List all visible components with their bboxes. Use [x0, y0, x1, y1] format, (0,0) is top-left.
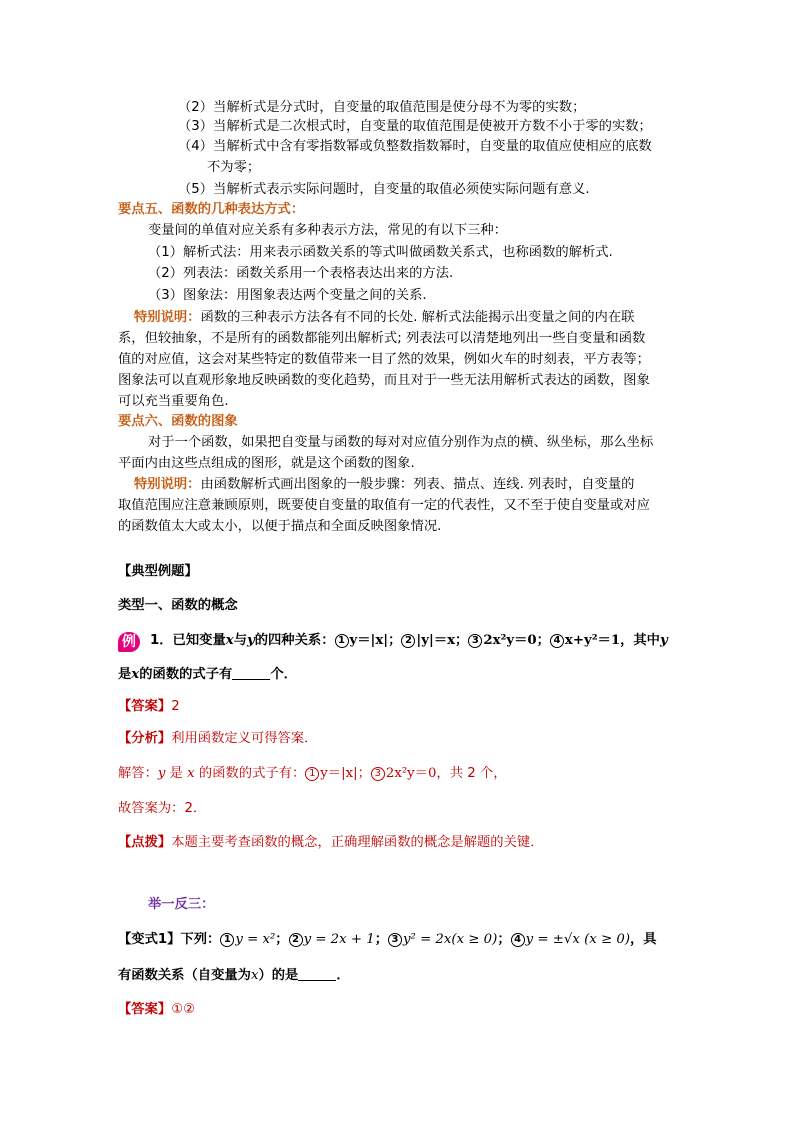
answer-value: ①② [171, 1002, 196, 1017]
section5-note-line-2: 系，但较抽象，不是所有的函数都能列出解析式; 列表法可以清楚地列出一些自变量和函数 [118, 331, 646, 346]
circled-3: 3 [388, 933, 402, 947]
section6-note-line-1 [134, 475, 634, 495]
var-y: y [659, 633, 668, 648]
tip-label: 【点拨】 [118, 835, 172, 850]
q-text: 个． [270, 667, 297, 682]
solution-text: 是 [169, 766, 183, 781]
variant-text: ）的是 [258, 968, 299, 983]
circled-3: 3 [371, 767, 385, 781]
example-badge-icon: 例 [118, 632, 140, 652]
variant-text: ，具 [630, 932, 657, 947]
q-text: ，其中 [620, 633, 660, 648]
method-table: （2）列表法：函数关系用一个表格表达出来的方法. [148, 266, 454, 281]
note-text: 由函数解析式画出图象的一般步骤：列表、描点、连线. 列表时，自变量的 [200, 477, 635, 492]
variant1-line-1: 【变式1】下列： 1 y = x²； 2 y = 2x + 1； 3 y² = 2x(x ≥ 0)； 4 y = ±√x (x ≥ 0)，具 [118, 932, 657, 947]
circled-2: 2 [401, 634, 415, 648]
range-rule-3: （3）当解析式是二次根式时，自变量的取值范围是使被开方数不小于零的实数； [178, 119, 652, 134]
example1-tip [118, 833, 544, 853]
var-x: x [225, 633, 234, 648]
section5-intro: 变量间的单值对应关系有多种表示方法，常见的有以下三种： [148, 223, 508, 238]
section6-heading: 要点六、函数的图象 [118, 414, 238, 429]
equation-2: y = 2x + 1 [303, 932, 375, 947]
example1-answer [118, 697, 180, 717]
range-rule-4-cont: 不为零； [207, 160, 261, 175]
example1-analysis [118, 729, 317, 749]
answer-label: 【答案】 [118, 699, 172, 714]
section6-intro-1: 对于一个函数，如果把自变量与函数的每对对应值分别作为点的横、纵坐标，那么坐标 [148, 435, 654, 450]
section5-heading: 要点五、函数的几种表达方式： [118, 202, 305, 217]
var-x: x [250, 968, 259, 983]
section5-note-line-5: 可以充当重要角色. [118, 394, 229, 409]
equation-3: y² = 2x(x ≥ 0) [403, 932, 498, 947]
solution-text: ，共 2 个， [436, 766, 507, 781]
answer-value: 2 [171, 699, 180, 714]
variant-text: 有函数关系（自变量为 [118, 968, 251, 983]
special-note-label: 特别说明： [134, 310, 201, 325]
section5-note-line-4: 图象法可以直观形象地反映函数的变化趋势，而且对于一些无法用解析式表达的函数，图象 [118, 373, 650, 388]
solution-text: 的函数的式子有： [198, 766, 306, 781]
tip-text: 本题主要考查函数的概念，正确理解函数的概念是解题的关键． [171, 835, 544, 850]
relation-2: |y|＝x [416, 633, 456, 648]
practice-heading: 举一反三： [148, 897, 215, 912]
solution-text: ； [357, 766, 371, 781]
answer-blank [298, 966, 336, 981]
analysis-label: 【分析】 [118, 731, 172, 746]
example1-question-line-2 [118, 665, 297, 685]
section6-note-line-3: 的函数值太大或太小，以便于描点和全面反映图象情况. [118, 519, 442, 534]
example1-solution [118, 764, 507, 784]
method-formula: （1）解析式法：用来表示函数关系的等式叫做函数关系式，也称函数的解析式. [148, 245, 613, 260]
range-rule-5: （5）当解析式表示实际问题时，自变量的取值必须使实际问题有意义. [178, 182, 590, 197]
note-text: 函数的三种表示方法各有不同的长处. 解析式法能揭示出变量之间的内在联 [200, 310, 635, 325]
q-text: 的函数的式子有 [139, 667, 233, 682]
variant1-line-2 [118, 966, 350, 986]
range-rule-4: （4）当解析式中含有零指数幂或负整数指数幂时，自变量的取值应使相应的底数 [178, 139, 652, 154]
var-x: x [187, 766, 195, 781]
variant1-answer [118, 1000, 195, 1020]
range-rule-2: （2）当解析式是分式时，自变量的取值范围是使分母不为零的实数； [178, 100, 586, 115]
var-y: y [157, 766, 166, 781]
circled-2: 2 [289, 933, 303, 947]
section5-note-line-1 [134, 308, 634, 328]
relation-3: 2x²y＝0 [483, 633, 537, 648]
answer-blank [232, 665, 270, 680]
variant-text: ． [336, 968, 350, 983]
relation-1: y＝|x| [349, 633, 389, 648]
section6-intro-2: 平面内由这些点组成的图形，就是这个函数的图象. [118, 456, 415, 471]
variant-label: 【变式1】下列： [118, 932, 221, 947]
solution-label: 解答： [118, 766, 158, 781]
q-text: 与 [233, 633, 247, 648]
q-text: 是 [118, 667, 132, 682]
circled-3: 3 [468, 634, 482, 648]
special-note-label: 特别说明： [134, 477, 201, 492]
var-y: y [246, 633, 255, 648]
section5-note-line-3: 值的对应值，这会对某些特定的数值带来一目了然的效果，例如火车的时刻表，平方表等； [118, 352, 650, 367]
equation-4: y = ±√x (x ≥ 0) [525, 932, 631, 947]
relation-4: x+y²＝1 [564, 633, 621, 648]
analysis-text: 利用函数定义可得答案． [171, 731, 318, 746]
circled-4: 4 [511, 933, 525, 947]
answer-label: 【答案】 [118, 1002, 172, 1017]
circled-1: 1 [305, 767, 319, 781]
relation-3: 2x²y＝0 [385, 766, 437, 781]
relation-1: y＝|x| [320, 766, 358, 781]
example1-question-line-1: 例 1．已知变量x与y的四种关系： 1 y＝|x|； 2 |y|＝x； 3 2x²y＝0； 4 x+y²＝1，其中y [118, 631, 668, 652]
section6-note-line-2: 取值范围应注意兼顾原则，既要使自变量的取值有一定的代表性，又不至于使自变量或对应 [118, 498, 650, 513]
circled-1: 1 [335, 634, 349, 648]
equation-1: y = x² [235, 932, 276, 947]
example1-conclusion: 故答案为：2． [118, 801, 207, 816]
var-x: x [131, 667, 140, 682]
q-text: 的四种关系： [254, 633, 335, 648]
circled-4: 4 [550, 634, 564, 648]
type1-heading: 类型一、函数的概念 [118, 598, 238, 613]
circled-1: 1 [220, 933, 234, 947]
method-graph: （3）图象法：用图象表达两个变量之间的关系. [148, 288, 427, 303]
examples-heading: 【典型例题】 [118, 564, 198, 579]
q-text: 1．已知变量 [150, 633, 226, 648]
